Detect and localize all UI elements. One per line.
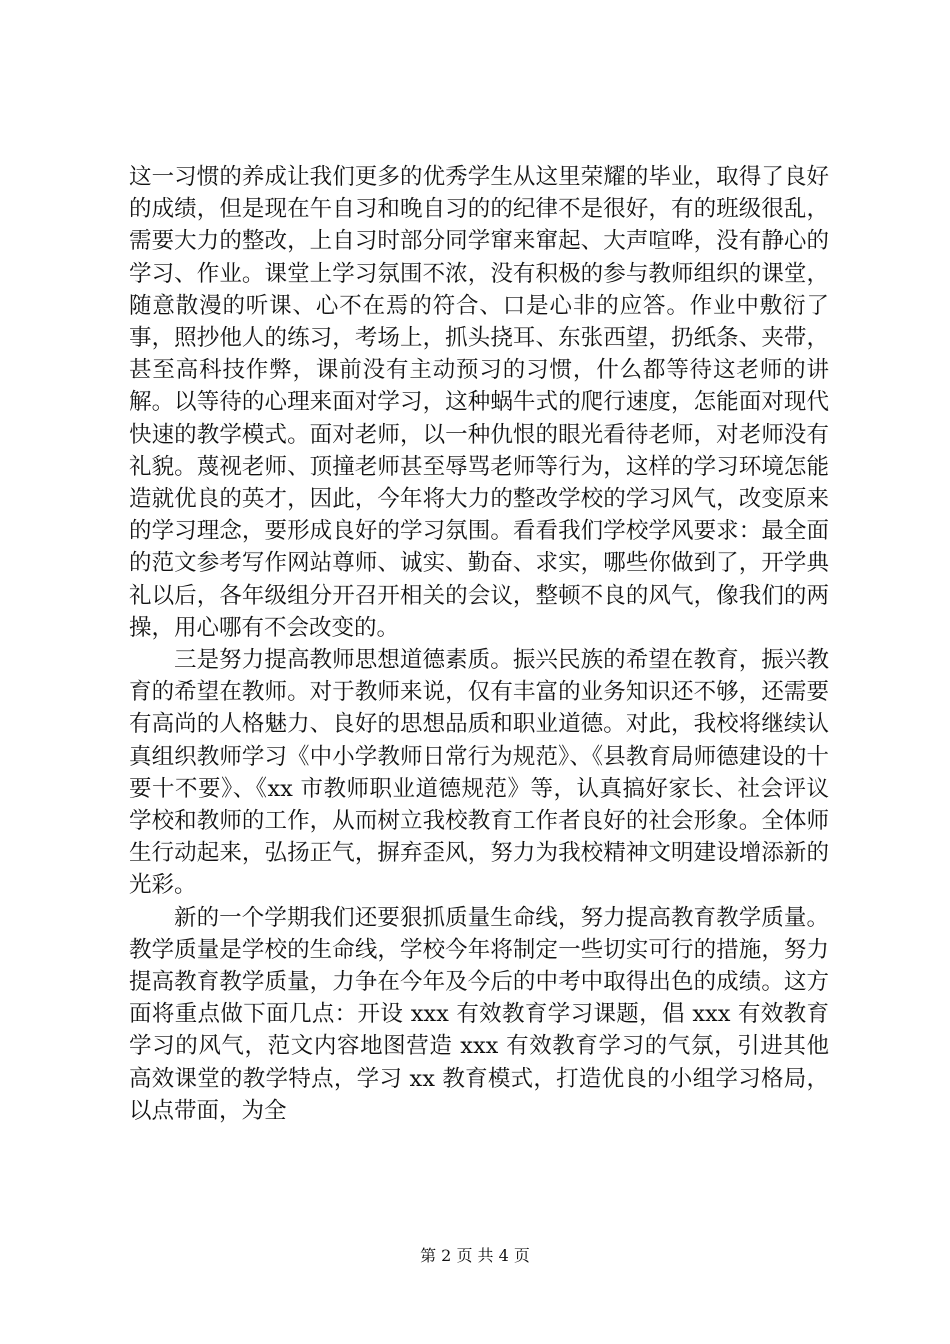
body-text (129, 161, 829, 1127)
page-number-footer: 第 2 页 共 4 页 (420, 1246, 530, 1265)
paragraph-1: 这一习惯的养成让我们更多的优秀学生从这里荣耀的毕业，取得了良好的成绩，但是现在午自习和晚自习的的纪律不是很好，有的班级很乱，需要大力的整改，上自习时部分同学窜来窜起、大声喧哗，没有静心的学习、作业。课堂上学习氛围不浓，没有积极的参与教师组织的课堂，随意散漫的听课、心不在焉的符合、口是心非的应答。作业中敷衍了事，照抄他人的练习，考场上，抓头挠耳、东张西望，扔纸条、夹带，甚至高科技作弊，课前没有主动预习的习惯，什么都等待这老师的讲解。以等待的心理来面对学习，这种蜗牛式的爬行速度，怎能面对现代快速的教学模式。面对老师，以一种仇恨的眼光看待老师，对老师没有礼貌。蔑视老师、顶撞老师甚至辱骂老师等行为，这样的学习环境怎能造就优良的英才，因此，今年将大力的整改学校的学习风气，改变原来的学习理念，要形成良好的学习氛围。看看我们学校学风要求：最全面的范文参考写作网站尊师、诚实、勤奋、求实，哪些你做到了，开学典礼以后，各年级组分开召开相关的会议，整顿不良的风气，像我们的两操，用心哪有不会改变的。 (129, 164, 829, 641)
paragraph-3: 新的一个学期我们还要狠抓质量生命线，努力提高教育教学质量。教学质量是学校的生命线，学校今年将制定一些切实可行的措施，努力提高教育教学质量，力争在今年及今后的中考中取得出色的成绩。这方面将重点做下面几点：开设 xxx 有效教育学习课题，倡 xxx 有效教育学习的风气，范文内容地图营造 xxx 有效教育学习的气氛，引进其他高效课堂的教学特点，学习 xx 教育模式，打造优良的小组学习格局，以点带面，为全 (129, 904, 829, 1124)
paragraph-2: 三是努力提高教师思想道德素质。振兴民族的希望在教育，振兴教育的希望在教师。对于教师来说，仅有丰富的业务知识还不够，还需要有高尚的人格魅力、良好的思想品质和职业道德。对此，我校将继续认真组织教师学习《中小学教师日常行为规范》、《县教育局师德建设的十要十不要》、《xx 市教师职业道德规范》等，认真搞好家长、社会评议学校和教师的工作，从而树立我校教育工作者良好的社会形象。全体师生行动起来，弘扬正气，摒弃歪风，努力为我校精神文明建设增添新的光彩。 (129, 647, 829, 899)
